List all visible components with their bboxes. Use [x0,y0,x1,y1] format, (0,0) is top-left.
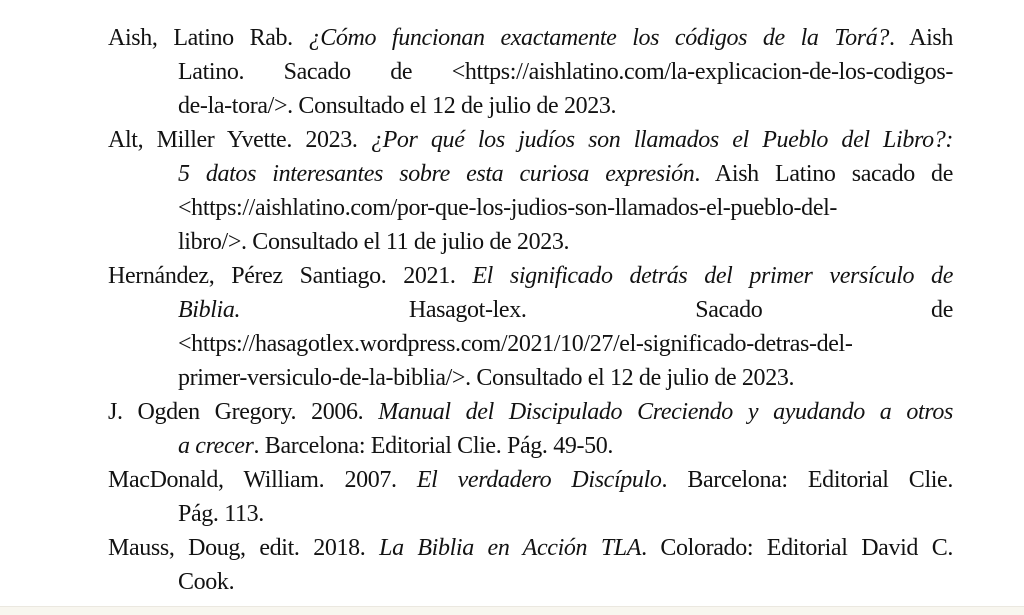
entry-line [178,327,953,361]
entry-text-segment: Hernández, Pérez Santiago. 2021. [108,263,473,289]
entry-line [178,361,953,395]
entry-line [178,565,953,599]
entry-text-segment: . Colorado: Editorial David C. [641,535,953,561]
entry-text-segment: Hasagot-lex. Sacado de [240,297,953,323]
entry-text-segment: Aish, Latino Rab. [108,25,309,51]
entry-text-segment: 5 datos interesantes sobre esta curiosa expresión [178,161,695,187]
entry-line [178,89,953,123]
entry-text-segment: Cook. [178,569,235,595]
entry-line [108,395,953,429]
bibliography-entry [0,463,953,531]
entry-line [178,157,953,191]
entry-text-segment: de-la-tora/>. Consultado el 12 de julio de 2023. [178,93,617,119]
entry-text-segment: a crecer [178,433,254,459]
entry-text-segment: . Barcelona: Editorial Clie. Pág. 49-50. [253,433,614,459]
bibliography-entry [0,21,953,123]
entry-text-segment: Mauss, Doug, edit. 2018. [108,535,380,561]
entry-text-segment: . Aish [889,25,954,51]
bibliography-list [0,21,953,599]
entry-text-segment: Alt, Miller Yvette. 2023. [108,127,371,153]
entry-text-segment: Biblia. [178,297,241,323]
bibliography-entry [0,259,953,395]
entry-text-segment: Pág. 113. [178,501,264,527]
entry-line [178,429,953,463]
entry-text-segment: MacDonald, William. 2007. [108,467,417,493]
page-bottom-strip [0,606,1024,615]
entry-line [108,123,953,157]
entry-text-segment: J. Ogden Gregory. 2006. [108,399,379,425]
entry-line [178,55,953,89]
entry-text-segment: primer-versiculo-de-la-biblia/>. Consultado el 12 de julio de 2023. [178,365,795,391]
bibliography-entry [0,123,953,259]
entry-line [178,191,953,225]
entry-text-segment: <https://hasagotlex.wordpress.com/2021/10/27/el-significado-detras-del- [178,331,853,357]
entry-line [178,225,953,259]
entry-text-segment: El significado detrás del primer versículo de [472,263,953,289]
entry-line [108,21,953,55]
entry-line [178,497,953,531]
entry-text-segment: El verdadero Discípulo [416,467,662,493]
entry-text-segment: . Aish Latino sacado de [694,161,953,187]
bibliography-entry [0,395,953,463]
entry-text-segment: ¿Por qué los judíos son llamados el Pueblo del Libro?: [370,127,953,153]
entry-text-segment: libro/>. Consultado el 11 de julio de 2023. [178,229,570,255]
entry-line [108,531,953,565]
entry-text-segment: La Biblia en Acción TLA [379,535,642,561]
entry-text-segment: Latino. Sacado de <https://aishlatino.com/la-explicacion-de-los-codigos- [178,59,953,85]
entry-text-segment: <https://aishlatino.com/por-que-los-judios-son-llamados-el-pueblo-del- [178,195,838,221]
bibliography-entry [0,531,953,599]
entry-text-segment: ¿Cómo funcionan exactamente los códigos de la Torá? [308,25,889,51]
entry-line [108,463,953,497]
entry-text-segment: . Barcelona: Editorial Clie. [661,467,953,493]
entry-line [178,293,953,327]
entry-text-segment: Manual del Discipulado Creciendo y ayudando a otros [378,399,953,425]
entry-line [108,259,953,293]
